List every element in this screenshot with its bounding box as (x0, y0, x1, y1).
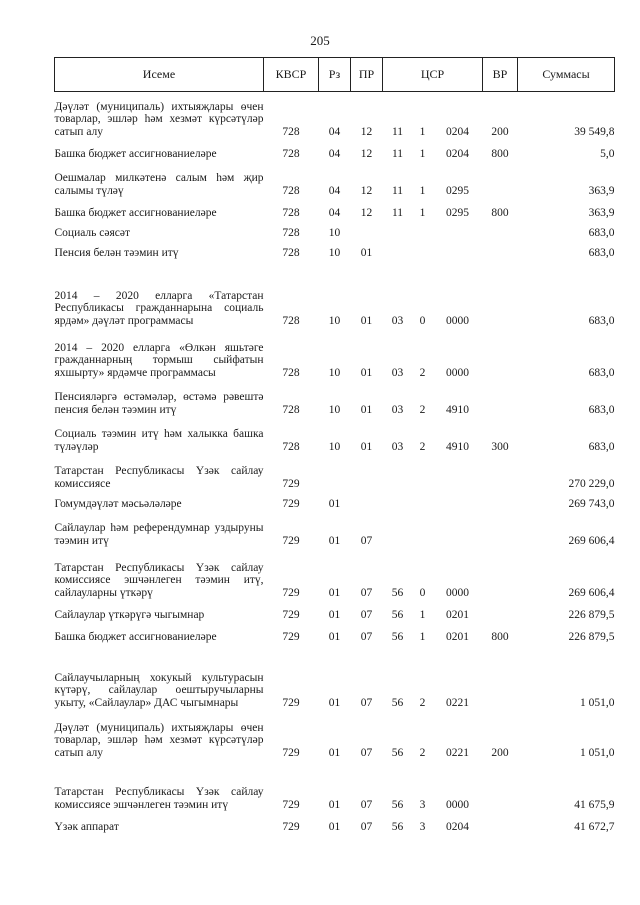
row-name: Башка бюджет ассигнованиеләре (54, 630, 217, 643)
row-pr: 07 (360, 696, 373, 709)
row-pr: 07 (360, 820, 373, 833)
row-csr-2: 1 (419, 125, 426, 138)
row-kvsr: 728 (282, 314, 300, 327)
row-csr-1 (383, 243, 413, 263)
row-csr-2: 2 (419, 366, 426, 379)
row-sum: 683,0 (588, 226, 615, 239)
row-name: Социаль сәясәт (54, 226, 131, 239)
row-name: Башка бюджет ассигнованиеләре (54, 147, 217, 160)
row-name: Пенсияләргә өстәмәләр, өстәмә рәвештә пенсия белән тәэмин итү (54, 391, 264, 416)
row-name: Сайлаулар һәм референдумнар уздыруны тәэмин итү (54, 522, 264, 547)
row-vr (483, 164, 518, 201)
row-vr (483, 263, 518, 331)
row-vr: 800 (491, 206, 509, 219)
header-vr: ВР (483, 58, 518, 92)
row-csr-1 (383, 223, 413, 243)
row-rz: 01 (328, 534, 341, 547)
row-sum: 1 051,0 (580, 696, 615, 709)
row-pr: 07 (360, 534, 373, 547)
row-vr: 800 (491, 147, 509, 160)
row-csr-2: 1 (419, 184, 426, 197)
row-csr-3: 4910 (446, 403, 469, 416)
row-sum: 1 051,0 (580, 746, 615, 759)
row-pr: 07 (360, 630, 373, 643)
page-number: 205 (310, 33, 330, 48)
row-rz: 01 (328, 630, 341, 643)
row-kvsr: 728 (282, 206, 300, 219)
table-row (55, 551, 615, 603)
row-kvsr: 729 (282, 586, 300, 599)
row-csr-3 (433, 457, 483, 494)
row-kvsr: 728 (282, 366, 300, 379)
row-csr-2: 0 (419, 586, 426, 599)
row-sum: 269 606,4 (568, 534, 615, 547)
row-rz: 10 (328, 314, 341, 327)
row-csr-1: 56 (391, 798, 404, 811)
row-rz: 10 (328, 440, 341, 453)
row-rz: 01 (328, 746, 341, 759)
table-row (55, 494, 615, 514)
row-name: Социаль тәэмин итү һәм халыкка башка түләүләр (54, 428, 264, 453)
row-name: Татарстан Республикасы Үзәк сайлау комиссиясе эшчәнлеген тәэмин итү, сайлауларны үткәрү (54, 561, 264, 599)
row-kvsr: 729 (282, 608, 300, 621)
row-csr-3: 0000 (446, 586, 469, 599)
row-csr-3: 0000 (446, 798, 469, 811)
row-csr-1: 56 (391, 746, 404, 759)
row-kvsr: 729 (282, 820, 300, 833)
row-sum: 5,0 (600, 147, 615, 160)
row-rz: 01 (328, 696, 341, 709)
row-sum: 683,0 (588, 366, 615, 379)
row-csr-1: 56 (391, 820, 404, 833)
row-csr-3: 0221 (446, 696, 469, 709)
row-sum: 683,0 (588, 246, 615, 259)
row-csr-1 (383, 514, 413, 551)
row-kvsr: 729 (282, 798, 300, 811)
row-csr-3: 0000 (446, 366, 469, 379)
row-csr-2 (413, 514, 433, 551)
row-csr-3: 0204 (446, 820, 469, 833)
row-csr-3: 4910 (446, 440, 469, 453)
table-row (55, 457, 615, 494)
table-row (55, 331, 615, 383)
table-row (55, 201, 615, 223)
row-kvsr: 728 (282, 184, 300, 197)
row-sum: 270 229,0 (568, 477, 615, 490)
row-kvsr: 728 (282, 403, 300, 416)
row-sum: 683,0 (588, 314, 615, 327)
row-rz: 10 (328, 366, 341, 379)
row-pr (351, 494, 383, 514)
row-rz: 04 (328, 206, 341, 219)
row-vr (483, 763, 518, 815)
row-pr: 12 (360, 147, 373, 160)
row-csr-3 (433, 243, 483, 263)
row-vr (483, 514, 518, 551)
row-name: 2014 – 2020 елларга «Өлкән яшьтәге гражданнарның тормыш сыйфатын яхшырту» ярдәмче программасы (54, 341, 264, 379)
row-csr-3: 0204 (446, 125, 469, 138)
row-name: Дәүләт (муниципаль) ихтыяҗлары өчен товарлар, эшләр һәм хезмәт күрсәтүләр сатып алу (54, 721, 264, 759)
row-rz: 01 (328, 820, 341, 833)
row-sum: 41 672,7 (574, 820, 615, 833)
row-kvsr: 728 (282, 226, 300, 239)
row-rz: 10 (328, 246, 341, 259)
table-row (55, 142, 615, 164)
row-rz: 01 (328, 608, 341, 621)
row-rz (319, 457, 351, 494)
table-row (55, 92, 615, 142)
row-sum: 683,0 (588, 403, 615, 416)
table-row (55, 223, 615, 243)
row-csr-1: 11 (391, 125, 404, 138)
row-vr: 200 (491, 125, 509, 138)
row-pr: 01 (360, 366, 373, 379)
row-csr-2: 3 (419, 798, 426, 811)
row-sum: 41 675,9 (574, 798, 615, 811)
row-vr (483, 243, 518, 263)
row-name: Татарстан Республикасы Үзәк сайлау комиссиясе эшчәнлеген тәэмин итү (54, 786, 264, 811)
row-csr-3 (433, 514, 483, 551)
table-row (55, 243, 615, 263)
row-kvsr: 729 (282, 477, 300, 490)
header-name: Исеме (55, 58, 264, 92)
row-vr (483, 494, 518, 514)
header-pr: ПР (351, 58, 383, 92)
row-vr (483, 603, 518, 625)
row-vr (483, 223, 518, 243)
row-csr-3: 0000 (446, 314, 469, 327)
row-csr-2: 2 (419, 403, 426, 416)
header-csr: ЦСР (383, 58, 483, 92)
row-csr-1 (383, 457, 413, 494)
table-row (55, 647, 615, 713)
row-csr-2: 2 (419, 746, 426, 759)
row-vr (483, 457, 518, 494)
row-sum: 363,9 (588, 206, 615, 219)
row-csr-1: 56 (391, 586, 404, 599)
row-pr: 01 (360, 440, 373, 453)
row-rz: 10 (328, 226, 341, 239)
row-kvsr: 729 (282, 534, 300, 547)
row-kvsr: 728 (282, 125, 300, 138)
row-csr-2 (413, 243, 433, 263)
table-row (55, 514, 615, 551)
row-rz: 04 (328, 147, 341, 160)
row-rz: 01 (328, 586, 341, 599)
budget-table (54, 57, 615, 837)
row-rz: 04 (328, 184, 341, 197)
header-kvsr: КВСР (264, 58, 319, 92)
row-pr: 07 (360, 608, 373, 621)
row-sum: 269 606,4 (568, 586, 615, 599)
row-csr-3: 0221 (446, 746, 469, 759)
row-vr: 300 (491, 440, 509, 453)
row-csr-2: 2 (419, 440, 426, 453)
table-row (55, 625, 615, 647)
row-csr-2: 2 (419, 696, 426, 709)
row-csr-3: 0201 (446, 608, 469, 621)
row-pr: 01 (360, 314, 373, 327)
row-csr-3: 0295 (446, 206, 469, 219)
row-csr-1: 11 (391, 147, 404, 160)
row-csr-2 (413, 457, 433, 494)
row-rz: 04 (328, 125, 341, 138)
row-csr-1 (383, 494, 413, 514)
row-rz: 01 (328, 497, 341, 510)
row-name: Сайлаулар үткәрүгә чыгымнар (54, 608, 205, 621)
header-sum: Суммасы (518, 58, 615, 92)
row-sum: 363,9 (588, 184, 615, 197)
row-csr-2: 0 (419, 314, 426, 327)
table-row (55, 164, 615, 201)
row-pr (351, 457, 383, 494)
row-csr-3 (433, 223, 483, 243)
row-sum: 269 743,0 (568, 497, 615, 510)
row-csr-1: 11 (391, 184, 404, 197)
table-row (55, 763, 615, 815)
row-name: Сайлаучыларның хокукый культурасын күтәрү, сайлаулар оештыручыларны укыту, «Сайлаулар» ДАС чыгымнары (54, 671, 264, 709)
row-csr-2 (413, 494, 433, 514)
row-sum: 683,0 (588, 440, 615, 453)
row-sum: 226 879,5 (568, 608, 615, 621)
row-csr-1: 56 (391, 630, 404, 643)
row-pr (351, 223, 383, 243)
row-csr-1: 56 (391, 696, 404, 709)
row-csr-2: 1 (419, 147, 426, 160)
row-pr: 07 (360, 746, 373, 759)
row-kvsr: 729 (282, 746, 300, 759)
table-header-row (55, 58, 615, 92)
row-pr: 12 (360, 125, 373, 138)
table-row (55, 263, 615, 331)
row-name: Үзәк аппарат (54, 820, 119, 833)
row-csr-3: 0201 (446, 630, 469, 643)
row-csr-1: 03 (391, 314, 404, 327)
row-pr: 07 (360, 798, 373, 811)
row-csr-3 (433, 494, 483, 514)
row-pr: 07 (360, 586, 373, 599)
table-row (55, 420, 615, 457)
table-body (55, 92, 615, 837)
row-csr-2: 1 (419, 630, 426, 643)
row-csr-1: 03 (391, 366, 404, 379)
row-vr: 200 (491, 746, 509, 759)
row-csr-1: 56 (391, 608, 404, 621)
row-pr: 01 (360, 403, 373, 416)
header-rz: Рз (319, 58, 351, 92)
row-name: Пенсия белән тәэмин итү (54, 246, 179, 259)
row-sum: 226 879,5 (568, 630, 615, 643)
row-rz: 10 (328, 403, 341, 416)
table-row (55, 815, 615, 837)
row-vr (483, 551, 518, 603)
table-row (55, 383, 615, 420)
row-csr-1: 03 (391, 403, 404, 416)
row-pr: 01 (360, 246, 373, 259)
row-csr-3: 0295 (446, 184, 469, 197)
row-name: Оешмалар милкәтенә салым һәм җир салымы түләү (54, 172, 264, 197)
row-kvsr: 728 (282, 246, 300, 259)
row-vr: 800 (491, 630, 509, 643)
row-vr (483, 331, 518, 383)
table-row (55, 713, 615, 763)
row-csr-1: 03 (391, 440, 404, 453)
row-kvsr: 728 (282, 440, 300, 453)
row-pr: 12 (360, 206, 373, 219)
row-rz: 01 (328, 798, 341, 811)
row-kvsr: 729 (282, 497, 300, 510)
row-vr (483, 647, 518, 713)
row-kvsr: 729 (282, 696, 300, 709)
row-name: Татарстан Республикасы Үзәк сайлау комиссиясе (54, 465, 264, 490)
row-csr-2: 1 (419, 206, 426, 219)
row-kvsr: 729 (282, 630, 300, 643)
row-sum: 39 549,8 (574, 125, 615, 138)
row-pr: 12 (360, 184, 373, 197)
row-name: Гомумдәүләт мәсьәләләре (54, 497, 182, 510)
row-csr-2 (413, 223, 433, 243)
row-vr (483, 815, 518, 837)
row-csr-2: 3 (419, 820, 426, 833)
row-name: Дәүләт (муниципаль) ихтыяҗлары өчен товарлар, эшләр һәм хезмәт күрсәтүләр сатып алу (54, 100, 264, 138)
row-vr (483, 383, 518, 420)
row-name: 2014 – 2020 елларга «Татарстан Республикасы гражданнарына социаль ярдәм» дәүләт программасы (54, 289, 264, 327)
row-csr-3: 0204 (446, 147, 469, 160)
table-row (55, 603, 615, 625)
row-name: Башка бюджет ассигнованиеләре (54, 206, 217, 219)
row-csr-2: 1 (419, 608, 426, 621)
row-kvsr: 728 (282, 147, 300, 160)
row-csr-1: 11 (391, 206, 404, 219)
